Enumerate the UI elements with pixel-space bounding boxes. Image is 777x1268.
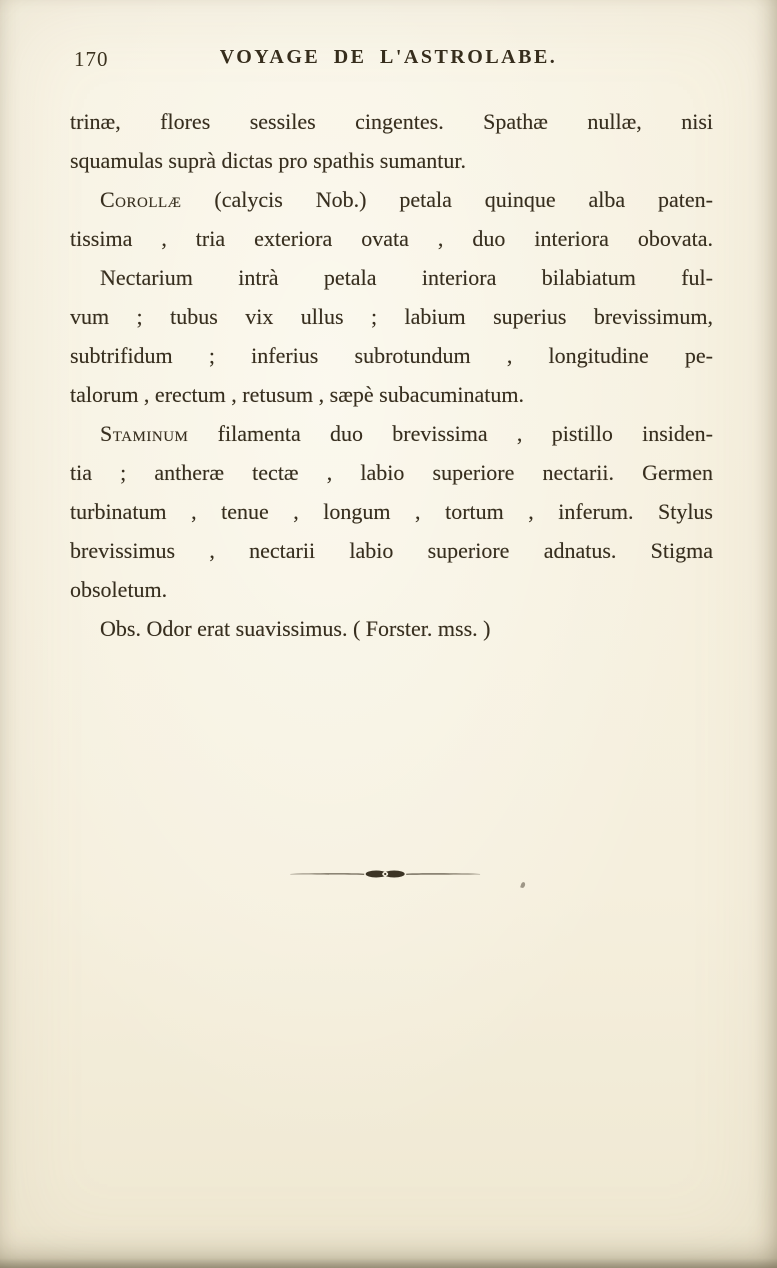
- divider-ornament: [290, 866, 480, 882]
- line-text: Obs. Odor erat suavissimus. ( Forster. mss. ): [100, 616, 491, 641]
- text-line: [70, 336, 713, 375]
- line-text: obsoletum.: [70, 577, 168, 602]
- line-text: filamenta duo brevissima , pistillo insiden-: [188, 421, 713, 446]
- text-line: [70, 297, 713, 336]
- text-block: [70, 102, 713, 648]
- text-line: [70, 102, 713, 141]
- text-line: [70, 258, 713, 297]
- line-text: subtrifidum ; inferius subrotundum , longitudine pe-: [70, 343, 713, 368]
- text-line: [70, 570, 713, 609]
- text-line: [70, 492, 713, 531]
- line-text: vum ; tubus vix ullus ; labium superius brevissimum,: [70, 304, 713, 329]
- line-text: brevissimus , nectarii labio superiore adnatus. Stigma: [70, 538, 713, 563]
- text-line: [70, 531, 713, 570]
- page-header: [0, 46, 777, 76]
- line-text: turbinatum , tenue , longum , tortum , inferum. Stylus: [70, 499, 713, 524]
- text-line: [70, 375, 713, 414]
- text-line: [70, 219, 713, 258]
- small-caps-lead: Staminum: [100, 421, 189, 446]
- page-number: 170: [74, 47, 109, 71]
- text-line: [70, 180, 713, 219]
- line-text: tia ; antheræ tectæ , labio superiore nectarii. Germen: [70, 460, 713, 485]
- line-text: tissima , tria exteriora ovata , duo interiora obovata.: [70, 226, 713, 251]
- line-text: (calycis Nob.) petala quinque alba paten-: [181, 187, 713, 212]
- running-title: VOYAGE DE L'ASTROLABE.: [219, 46, 558, 68]
- line-text: Nectarium intrà petala interiora bilabiatum ful-: [100, 265, 713, 290]
- line-text: talorum , erectum , retusum , sæpè subacuminatum.: [70, 382, 524, 407]
- text-line: [70, 609, 713, 648]
- tapered-rule-icon: [290, 866, 480, 882]
- line-text: squamulas suprà dictas pro spathis sumantur.: [70, 148, 466, 173]
- ink-speck: [520, 882, 526, 889]
- text-line: [70, 141, 713, 180]
- text-line: [70, 414, 713, 453]
- small-caps-lead: Corollæ: [100, 187, 182, 212]
- text-line: [70, 453, 713, 492]
- line-text: trinæ, flores sessiles cingentes. Spathæ nullæ, nisi: [70, 109, 713, 134]
